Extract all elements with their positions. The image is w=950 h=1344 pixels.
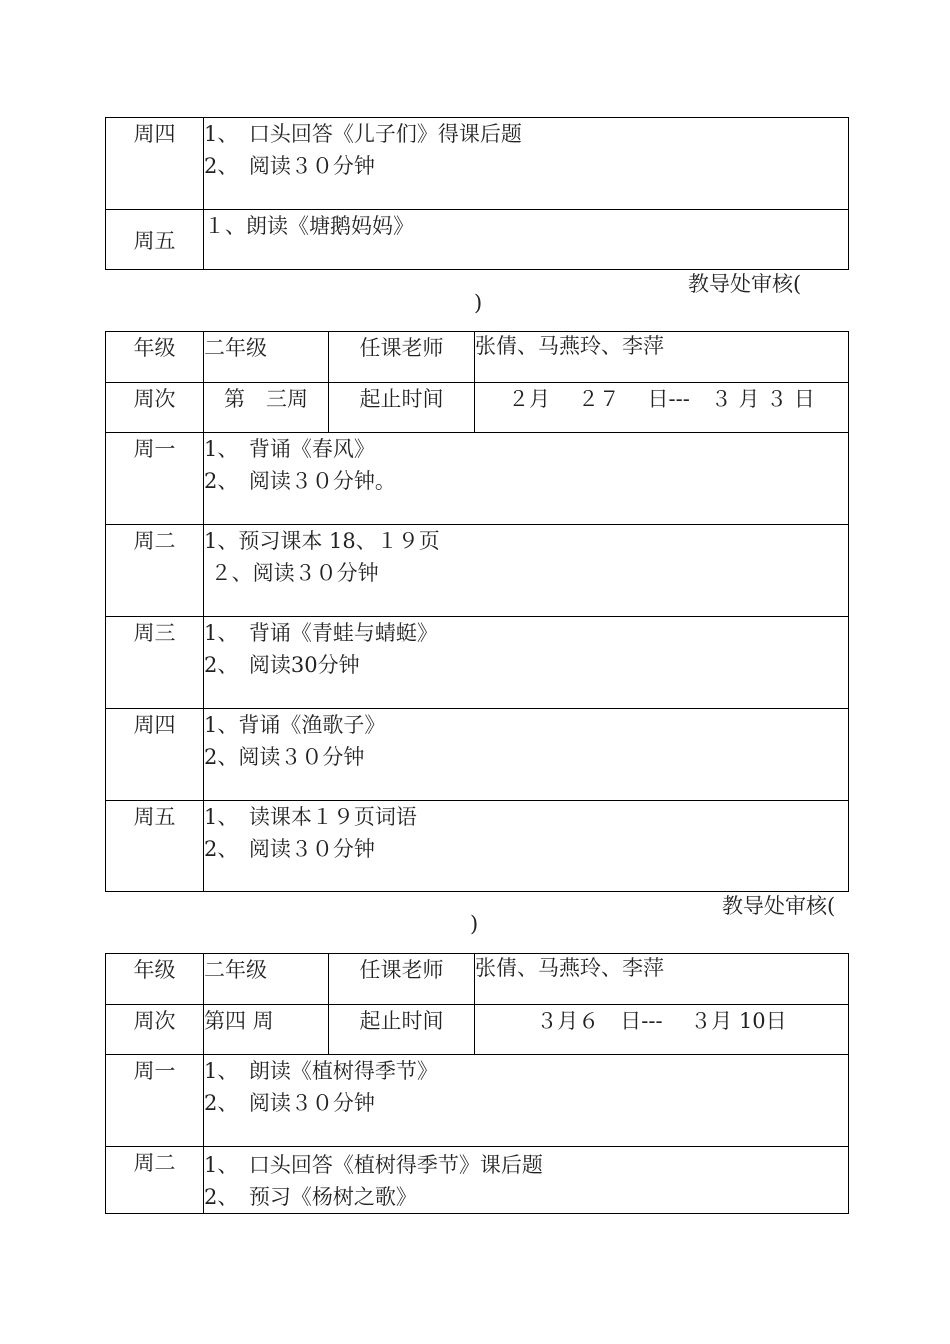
- task-line: 2、 阅读３０分钟: [204, 1091, 375, 1115]
- week-label: 周次: [106, 383, 204, 433]
- table-row: [106, 118, 849, 210]
- task-line: 2、 阅读３０分钟: [204, 154, 375, 178]
- task-line: 1、 口头回答《儿子们》得课后题: [204, 122, 522, 146]
- day-cell: 周五: [106, 210, 204, 270]
- week-value: 第四 周: [204, 1005, 329, 1055]
- period-label: 起止时间: [329, 383, 475, 433]
- task-line: 1、预习课本 18、１９页: [204, 529, 440, 553]
- task-line: 1、 口头回答《植树得季节》课后题: [204, 1153, 543, 1177]
- tasks-cell: [204, 210, 849, 270]
- tasks-cell: [204, 617, 849, 709]
- header-row: [106, 332, 849, 383]
- table-row: [106, 210, 849, 270]
- tasks-cell: [204, 433, 849, 525]
- period-value: ２月 ２７ 日--- ３ 月 ３ 日: [475, 383, 849, 433]
- task-line: 2、 阅读30分钟: [204, 653, 360, 677]
- table-row: [106, 1055, 849, 1147]
- tasks-cell: [204, 1055, 849, 1147]
- task-line: 1、 朗读《植树得季节》: [204, 1059, 438, 1083]
- table-row: [106, 525, 849, 617]
- review-close: ): [474, 291, 483, 315]
- table-row: [106, 617, 849, 709]
- tasks-cell: [204, 525, 849, 617]
- table-row: [106, 709, 849, 801]
- day-cell: 周一: [106, 1055, 204, 1147]
- tasks-cell: [204, 709, 849, 801]
- grade-label: 年级: [106, 954, 204, 1005]
- day-cell: 周四: [106, 709, 204, 801]
- grade-label: 年级: [106, 332, 204, 383]
- day-cell: 周二: [106, 525, 204, 617]
- table-row: [106, 801, 849, 892]
- review-close: ): [470, 912, 479, 936]
- task-line: 1、 背诵《春风》: [204, 437, 375, 461]
- period-label: 起止时间: [329, 1005, 475, 1055]
- task-line: 1、 读课本１９页词语: [204, 805, 417, 829]
- task-line: 2、阅读３０分钟: [204, 745, 365, 769]
- tasks-cell: [204, 1147, 849, 1214]
- table-row: [106, 1147, 849, 1214]
- task-line: 2、 阅读３０分钟。: [204, 469, 396, 493]
- period-value: ３月６ 日--- ３月 10日: [475, 1005, 849, 1055]
- day-cell: 周四: [106, 118, 204, 210]
- task-line: ２、阅读３０分钟: [204, 561, 379, 585]
- task-line: 2、 预习《杨树之歌》: [204, 1185, 417, 1209]
- day-cell: 周五: [106, 801, 204, 892]
- day-cell: 周三: [106, 617, 204, 709]
- week-value: 第 三周: [204, 383, 329, 433]
- header-row: [106, 954, 849, 1005]
- tasks-cell: [204, 801, 849, 892]
- task-line: 1、 背诵《青蛙与蜻蜓》: [204, 621, 438, 645]
- homework-table-3: [105, 953, 849, 1214]
- day-cell: 周二: [106, 1147, 204, 1214]
- week-label: 周次: [106, 1005, 204, 1055]
- day-cell: 周一: [106, 433, 204, 525]
- review-label: 教导处审核(: [722, 894, 836, 918]
- teacher-label: 任课老师: [329, 332, 475, 383]
- table-row: [106, 433, 849, 525]
- grade-value: 二年级: [204, 954, 329, 1005]
- teacher-names: 张倩、马燕玲、李萍: [475, 332, 849, 383]
- teacher-label: 任课老师: [329, 954, 475, 1005]
- homework-table-2: [105, 331, 849, 892]
- tasks-cell: [204, 118, 849, 210]
- header-row: [106, 1005, 849, 1055]
- header-row: [106, 383, 849, 433]
- grade-value: 二年级: [204, 332, 329, 383]
- task-line: 2、 阅读３０分钟: [204, 837, 375, 861]
- homework-table-1: [105, 117, 849, 270]
- task-line: １、朗读《塘鹅妈妈》: [204, 214, 414, 238]
- task-line: 1、背诵《渔歌子》: [204, 713, 386, 737]
- review-label: 教导处审核(: [688, 272, 802, 296]
- teacher-names: 张倩、马燕玲、李萍: [475, 954, 849, 1005]
